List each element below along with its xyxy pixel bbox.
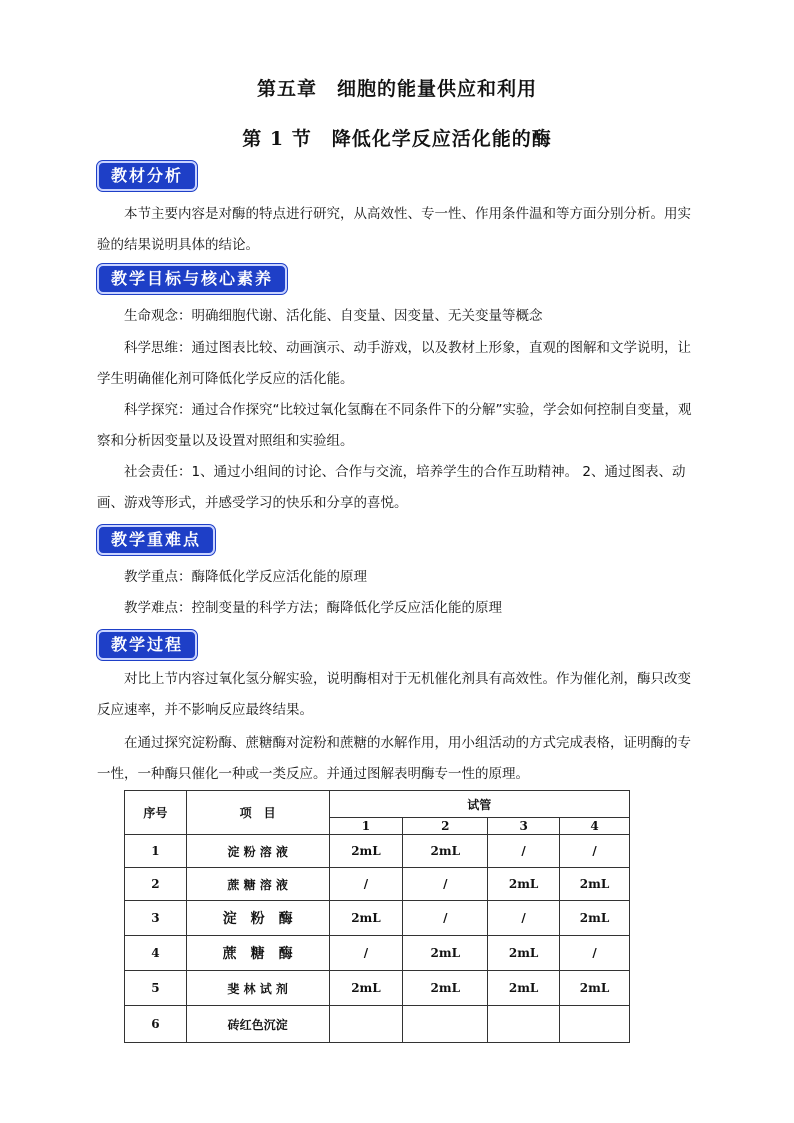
row-item: 蔗 糖 溶 液	[186, 868, 329, 901]
cell-value: /	[488, 835, 560, 868]
header-item: 项 目	[186, 791, 329, 835]
cell-value	[560, 1006, 630, 1043]
cell-value: 2mL	[403, 835, 488, 868]
cell-value	[488, 1006, 560, 1043]
goal-life-concept: 生命观念：明确细胞代谢、活化能、自变量、因变量、无关变量等概念	[124, 308, 543, 324]
cell-value: 2mL	[403, 971, 488, 1006]
row-item: 淀 粉 酶	[186, 901, 329, 936]
row-number: 6	[125, 1006, 187, 1043]
row-number: 2	[125, 868, 187, 901]
row-item: 蔗 糖 酶	[186, 936, 329, 971]
process-paragraph-1: 对比上节内容过氧化氢分解实验，说明酶相对于无机催化剂具有高效性。作为催化剂，酶只改变反应速率，并不影响反应最终结果。	[97, 671, 691, 718]
cell-value: /	[560, 835, 630, 868]
row-number: 5	[125, 971, 187, 1006]
section-title: 第 1 节 降低化学反应活化能的酶	[242, 128, 552, 150]
cell-value: /	[403, 901, 488, 936]
cell-value: /	[488, 901, 560, 936]
section-badge-process: 教学过程	[97, 630, 197, 660]
row-item: 淀 粉 溶 液	[186, 835, 329, 868]
chapter-title: 第五章 细胞的能量供应和利用	[256, 78, 537, 100]
process-paragraph-2: 在通过探究淀粉酶、蔗糖酶对淀粉和蔗糖的水解作用，用小组活动的方式完成表格，证明酶的专一性，一种酶只催化一种或一类反应。并通过图解表明酶专一性的原理。	[97, 735, 691, 782]
row-number: 4	[125, 936, 187, 971]
cell-value	[329, 1006, 403, 1043]
row-number: 1	[125, 835, 187, 868]
goal-social-responsibility: 社会责任：1、通过小组间的讨论、合作与交流，培养学生的合作互助精神。 2、通过图表、动画、游戏等形式，并感受学习的快乐和分享的喜悦。	[97, 464, 686, 511]
header-tubes: 试管	[329, 791, 630, 818]
cell-value: 2mL	[329, 901, 403, 936]
row-number: 3	[125, 901, 187, 936]
cell-value: 2mL	[488, 971, 560, 1006]
section-badge-key-points: 教学重难点	[97, 525, 215, 555]
header-number: 序号	[125, 791, 187, 835]
goal-scientific-inquiry: 科学探究：通过合作探究“比较过氧化氢酶在不同条件下的分解”实验，学会如何控制自变量，观察和分析因变量以及设置对照组和实验组。	[97, 402, 692, 449]
tube-header: 3	[488, 818, 560, 835]
cell-value: /	[560, 936, 630, 971]
cell-value: 2mL	[560, 868, 630, 901]
cell-value: 2mL	[560, 971, 630, 1006]
goal-scientific-thinking: 科学思维：通过图表比较、动画演示、动手游戏，以及教材上形象，直观的图解和文学说明，让学生明确催化剂可降低化学反应的活化能。	[97, 340, 691, 387]
tube-header: 4	[560, 818, 630, 835]
cell-value: 2mL	[329, 971, 403, 1006]
cell-value: 2mL	[329, 835, 403, 868]
row-item: 砖红色沉淀	[186, 1006, 329, 1043]
cell-value	[403, 1006, 488, 1043]
analysis-paragraph: 本节主要内容是对酶的特点进行研究，从高效性、专一性、作用条件温和等方面分别分析。用实验的结果说明具体的结论。	[97, 206, 691, 253]
difficult-point: 教学难点：控制变量的科学方法；酶降低化学反应活化能的原理	[124, 600, 502, 616]
section-badge-goals: 教学目标与核心素养	[97, 264, 287, 294]
section-badge-analysis: 教材分析	[97, 161, 197, 191]
tube-header: 2	[403, 818, 488, 835]
row-item: 斐 林 试 剂	[186, 971, 329, 1006]
cell-value: /	[329, 936, 403, 971]
cell-value: /	[329, 868, 403, 901]
cell-value: /	[403, 868, 488, 901]
cell-value: 2mL	[403, 936, 488, 971]
cell-value: 2mL	[488, 936, 560, 971]
cell-value: 2mL	[560, 901, 630, 936]
cell-value: 2mL	[488, 868, 560, 901]
tube-header: 1	[329, 818, 403, 835]
experiment-table	[124, 790, 630, 1043]
key-point: 教学重点：酶降低化学反应活化能的原理	[124, 569, 367, 585]
